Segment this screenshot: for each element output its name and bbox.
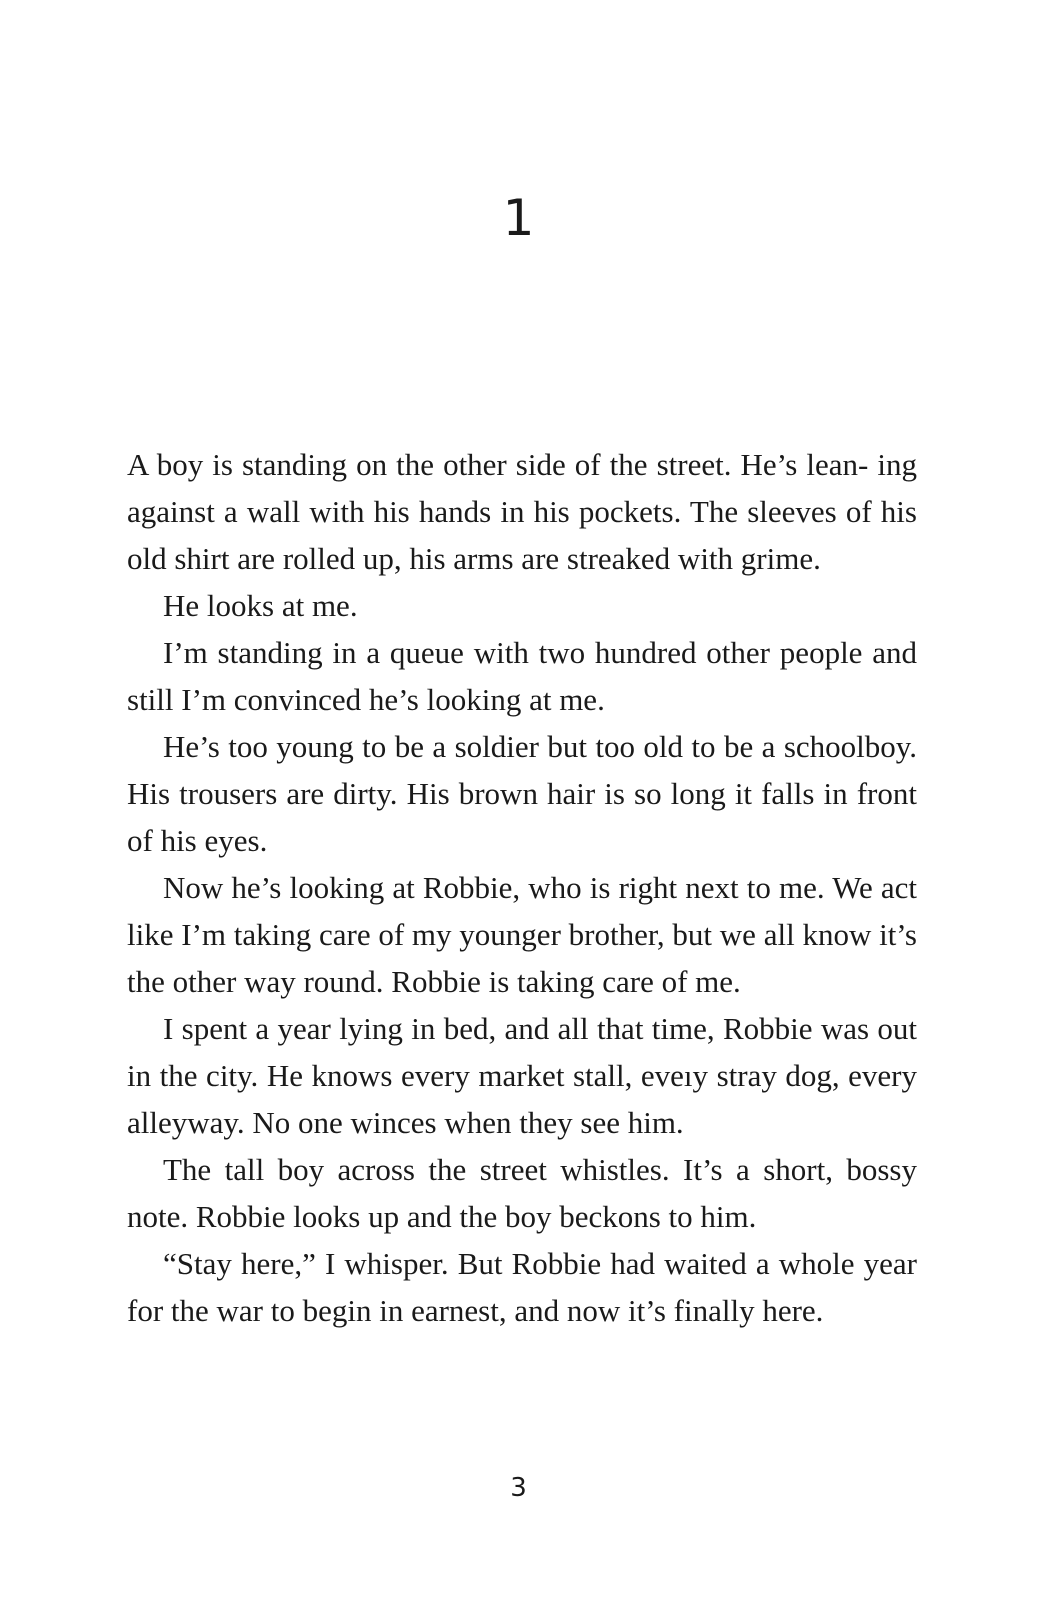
paragraph: He looks at me. bbox=[163, 588, 358, 623]
paragraph: I spent a year lying in bed, and all that time, Robbie was out in the city. He knows every market stall, eveıy stray dog, every alleyway. No one winces when they see him. bbox=[127, 1011, 917, 1140]
paragraph: “Stay here,” I whisper. But Robbie had waited a whole year for the war to begin in earnest, and now it’s finally here. bbox=[127, 1246, 917, 1328]
chapter-number: 1 bbox=[502, 189, 535, 247]
paragraph: I’m standing in a queue with two hundred other people and still I’m convinced he’s looking at me. bbox=[127, 635, 917, 717]
paragraph: A boy is standing on the other side of the street. He’s lean- ing against a wall with his hands in his pockets. The sleeves of his old shirt are rolled up, his arms are streaked with grime. bbox=[127, 447, 917, 576]
paragraph: The tall boy across the street whistles. It’s a short, bossy note. Robbie looks up and the boy beckons to him. bbox=[127, 1152, 917, 1234]
chapter-body bbox=[127, 441, 917, 1334]
paragraph: He’s too young to be a soldier but too old to be a schoolboy. His trousers are dirty. His brown hair is so long it falls in front of his eyes. bbox=[127, 729, 917, 858]
paragraph: Now he’s looking at Robbie, who is right next to me. We act like I’m taking care of my younger brother, but we all know it’s the other way round. Robbie is taking care of me. bbox=[127, 870, 917, 999]
page-number: 3 bbox=[510, 1473, 527, 1503]
